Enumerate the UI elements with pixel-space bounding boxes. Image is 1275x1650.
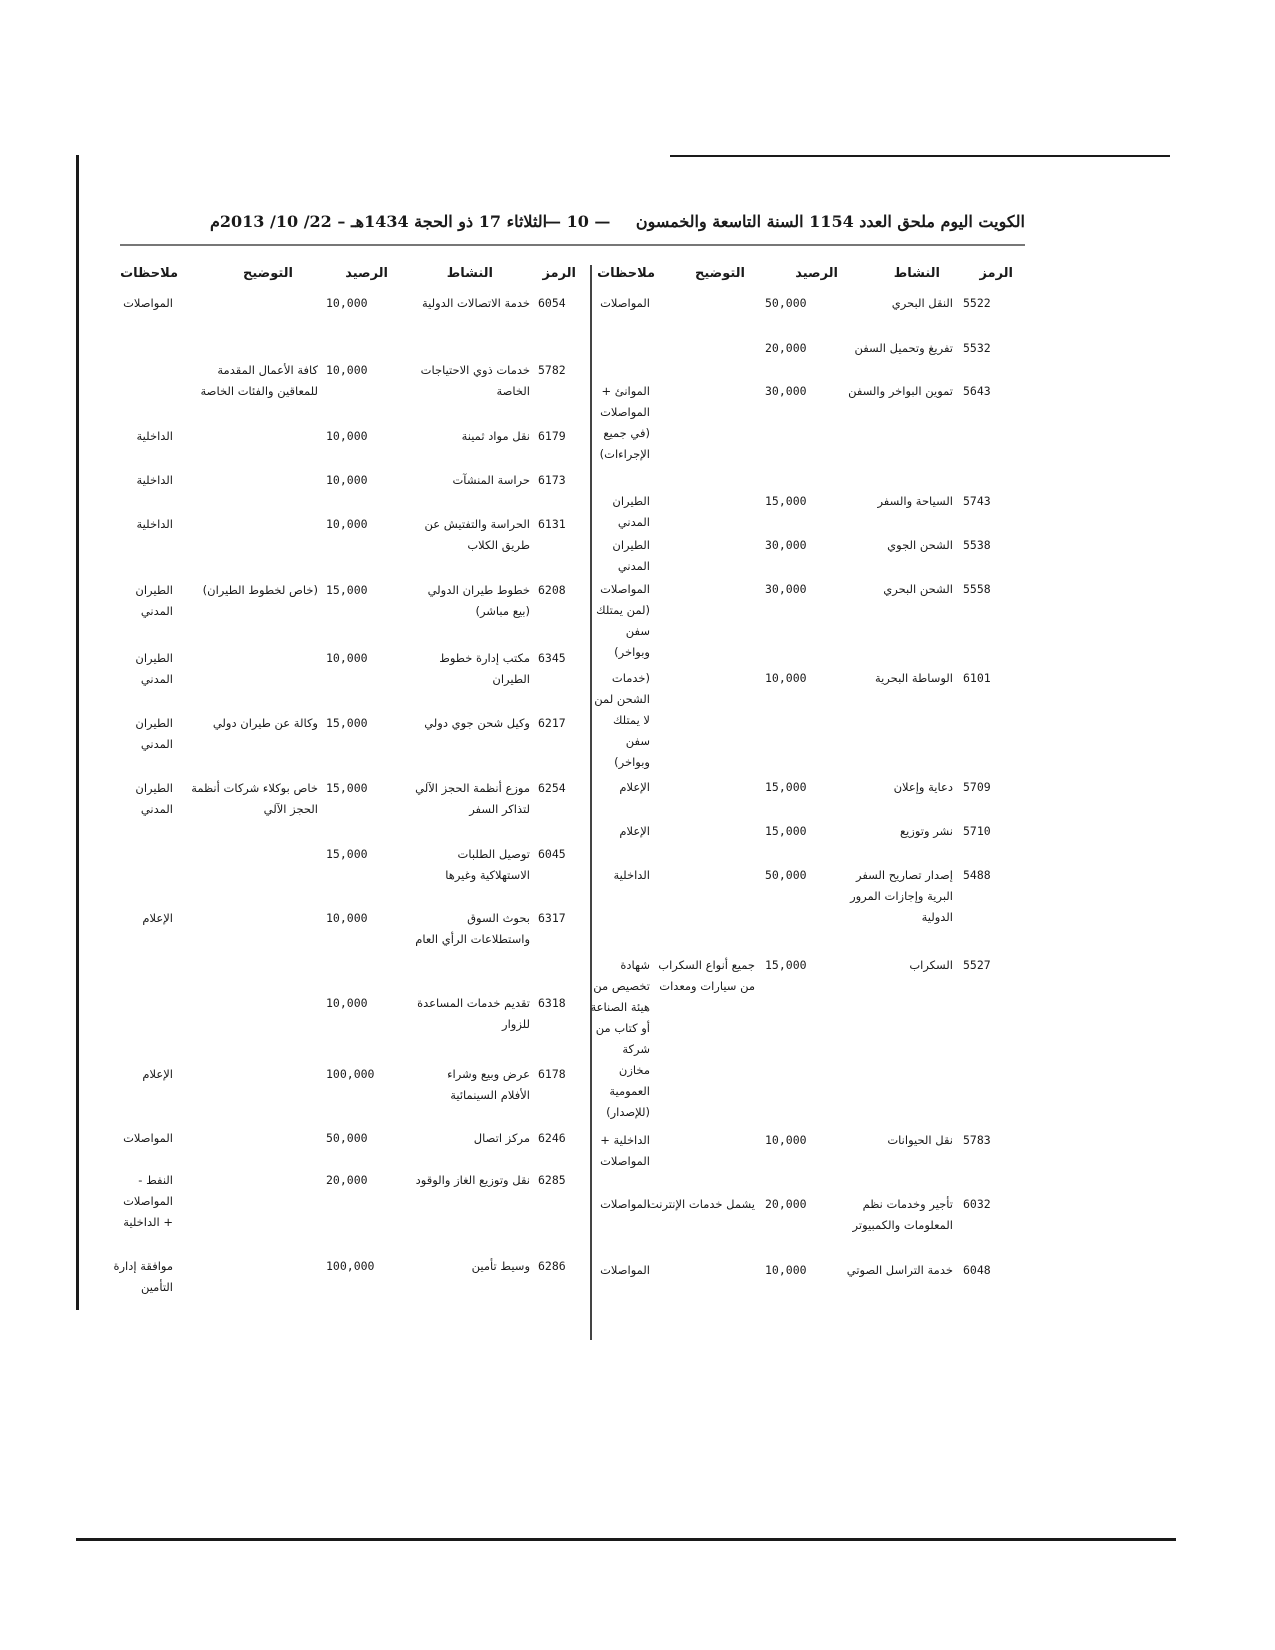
cell-activity: بحوث السوق واستطلاعات الرأي العام [415,911,530,946]
cell-balance: 10,000 [326,473,368,487]
cell-notes: الداخلية [613,868,650,882]
table-right [590,258,1025,1348]
bottom-rule [76,1538,1176,1541]
cell-code: 6101 [963,671,991,685]
cell-activity: الوساطة البحرية [874,671,953,685]
cell-code: 6054 [538,296,566,310]
cell-activity: وسيط تأمين [471,1259,530,1273]
cell-code: 5782 [538,363,566,377]
cell-code: 6317 [538,911,566,925]
cell-activity: تفريغ وتحميل السفن [854,341,953,355]
cell-balance: 15,000 [326,781,368,795]
cell-activity: إصدار تصاريح السفر البرية وإجازات المرور الدولية [850,868,953,924]
cell-code: 5538 [963,538,991,552]
cell-balance: 15,000 [326,847,368,861]
cell-code: 6032 [963,1197,991,1211]
cell-balance: 30,000 [765,384,807,398]
cell-activity: خطوط طيران الدولي (بيع مباشر) [427,583,530,618]
cell-activity: الشحن البحري [883,582,953,596]
cell-balance: 10,000 [326,651,368,665]
cell-balance: 30,000 [765,582,807,596]
cell-notes: المواصلات [123,296,173,310]
cell-balance: 15,000 [765,780,807,794]
page-header [210,210,1025,240]
col-head-description: التوضيح [242,266,293,281]
cell-activity: خدمات ذوي الاحتياجات الخاصة [420,363,530,398]
cell-code: 6246 [538,1131,566,1145]
cell-activity: نشر وتوزيع [899,824,953,838]
cell-notes: الطيران المدني [612,538,650,573]
cell-balance: 15,000 [765,958,807,972]
cell-code: 5709 [963,780,991,794]
cell-balance: 10,000 [326,296,368,310]
cell-notes: الطيران المدني [135,651,173,686]
cell-notes: موافقة إدارة التأمين [113,1259,173,1294]
cell-activity: موزع أنظمة الحجز الآلي لتذاكر السفر [415,781,530,816]
cell-notes: شهادة تخصيص من هيئة الصناعة أو كتاب من شركة مخازن العمومية (للإصدار) [590,958,650,1119]
cell-code: 5527 [963,958,991,972]
cell-activity: تقديم خدمات المساعدة للزوار [417,996,530,1031]
cell-code: 6048 [963,1263,991,1277]
header-date: الثلاثاء 17 ذو الحجة 1434هـ – 22/ 10/ 2013م [210,212,548,231]
cell-balance: 50,000 [765,868,807,882]
cell-balance: 15,000 [326,583,368,597]
cell-activity: حراسة المنشآت [452,473,530,487]
cell-notes: الداخلية [136,517,173,531]
cell-activity: توصيل الطلبات الاستهلاكية وغيرها [445,847,530,882]
cell-notes: الداخلية + المواصلات [600,1133,650,1168]
cell-code: 6217 [538,716,566,730]
cell-code: 6179 [538,429,566,443]
cell-activity: دعاية وإعلان [893,780,953,794]
cell-notes: الداخلية [136,473,173,487]
cell-balance: 15,000 [326,716,368,730]
col-head-description: التوضيح [694,266,745,281]
col-head-notes: ملاحظات [597,266,655,281]
cell-notes: الطيران المدني [612,494,650,529]
cell-balance: 50,000 [765,296,807,310]
cell-notes: الإعلام [619,780,650,794]
cell-notes: الموانئ + المواصلات (في جميع الإجراءات) [599,384,650,461]
cell-code: 5783 [963,1133,991,1147]
cell-notes: الإعلام [142,911,173,925]
cell-code: 6345 [538,651,566,665]
cell-activity: السياحة والسفر [877,494,953,508]
cell-activity: الشحن الجوي [887,538,953,552]
cell-activity: خدمة التراسل الصوتي [846,1263,953,1277]
cell-code: 6178 [538,1067,566,1081]
cell-notes: المواصلات [123,1131,173,1145]
cell-balance: 100,000 [326,1259,375,1273]
cell-activity: عرض وبيع وشراء الأفلام السينمائية [447,1067,530,1102]
cell-activity: السكراب [909,958,953,972]
col-head-notes: ملاحظات [120,266,178,281]
cell-notes: المواصلات [600,296,650,310]
cell-balance: 10,000 [326,517,368,531]
cell-description: وكالة عن طيران دولي [212,716,318,730]
cell-activity: تأجير وخدمات نظم المعلومات والكمبيوتر [852,1197,953,1232]
header-rule [120,244,1025,246]
header-page-number: — 10 — [545,212,611,231]
cell-notes: الإعلام [619,824,650,838]
cell-activity: مكتب إدارة خطوط الطيران [439,651,530,686]
cell-code: 5558 [963,582,991,596]
cell-code: 6286 [538,1259,566,1273]
cell-balance: 15,000 [765,824,807,838]
cell-code: 6173 [538,473,566,487]
cell-notes: المواصلات [600,1197,650,1211]
cell-code: 6318 [538,996,566,1010]
top-rule [670,155,1170,157]
cell-code: 6208 [538,583,566,597]
cell-notes: الطيران المدني [135,716,173,751]
left-margin-bar [76,155,79,1310]
cell-notes: الطيران المدني [135,583,173,618]
cell-code: 5643 [963,384,991,398]
cell-code: 5710 [963,824,991,838]
cell-activity: مركز اتصال [473,1131,530,1145]
col-head-code: الرمز [542,266,576,281]
cell-activity: نقل الحيوانات [887,1133,953,1147]
cell-notes: المواصلات (لمن يمتلك سفن وبواخر) [596,582,650,659]
cell-code: 5532 [963,341,991,355]
cell-activity: الحراسة والتفتيش عن طريق الكلاب [424,517,530,552]
cell-description: (خاص لخطوط الطيران) [202,583,318,597]
cell-code: 5522 [963,296,991,310]
cell-balance: 100,000 [326,1067,375,1081]
cell-notes: الداخلية [136,429,173,443]
cell-notes: الإعلام [142,1067,173,1081]
cell-code: 6045 [538,847,566,861]
cell-code: 5743 [963,494,991,508]
cell-balance: 10,000 [765,1133,807,1147]
cell-activity: نقل مواد ثمينة [461,429,530,443]
col-head-balance: الرصيد [795,266,838,281]
cell-balance: 20,000 [765,1197,807,1211]
cell-notes: (خدمات الشحن لمن لا يمتلك سفن وبواخر) [594,671,650,769]
cell-balance: 30,000 [765,538,807,552]
cell-activity: تموين البواخر والسفن [848,384,953,398]
cell-code: 6254 [538,781,566,795]
cell-notes: المواصلات [600,1263,650,1277]
cell-balance: 10,000 [326,363,368,377]
cell-balance: 50,000 [326,1131,368,1145]
col-head-activity: النشاط [446,266,493,281]
table-left [113,258,588,1348]
cell-balance: 10,000 [765,1263,807,1277]
cell-activity: خدمة الاتصالات الدولية [421,296,530,310]
cell-balance: 10,000 [326,996,368,1010]
cell-code: 6131 [538,517,566,531]
col-head-code: الرمز [979,266,1013,281]
col-head-balance: الرصيد [345,266,388,281]
cell-balance: 10,000 [765,671,807,685]
cell-description: كافة الأعمال المقدمة للمعاقين والفئات الخاصة [200,363,318,398]
cell-code: 5488 [963,868,991,882]
cell-balance: 20,000 [326,1173,368,1187]
cell-activity: النقل البحري [891,296,953,310]
header-publication: الكويت اليوم ملحق العدد 1154 السنة التاسعة والخمسون [635,212,1025,231]
cell-activity: وكيل شحن جوي دولي [424,716,530,730]
cell-notes: الطيران المدني [135,781,173,816]
cell-balance: 10,000 [326,911,368,925]
cell-balance: 10,000 [326,429,368,443]
cell-balance: 15,000 [765,494,807,508]
col-head-activity: النشاط [893,266,940,281]
cell-code: 6285 [538,1173,566,1187]
cell-activity: نقل وتوزيع الغاز والوقود [415,1173,530,1187]
cell-description: جميع أنواع السكراب من سيارات ومعدات [658,958,755,993]
cell-description: خاص بوكلاء شركات أنظمة الحجز الآلي [191,781,318,816]
cell-balance: 20,000 [765,341,807,355]
cell-notes: النفط - المواصلات + الداخلية [123,1173,173,1229]
cell-description: يشمل خدمات الإنترنت [647,1197,755,1211]
